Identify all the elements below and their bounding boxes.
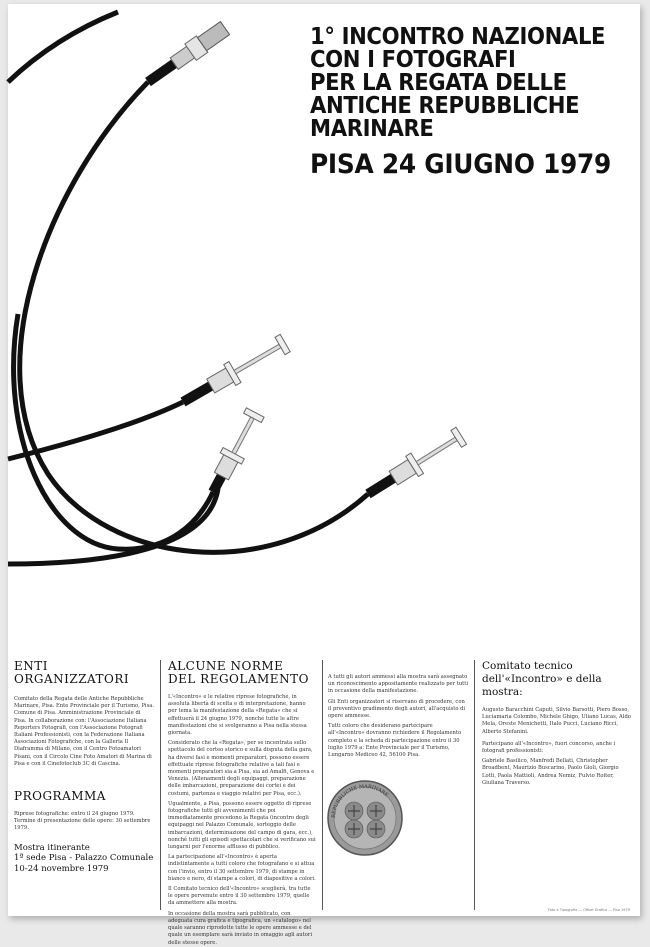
partecipazione-text (328, 674, 468, 759)
norme-paragraph: In occasione della mostra sarà pubblicato, con adeguata cura grafica e tipografica, un «catalogo» nel quale saranno riprodotte tutte le opere ammesse e del quale un esemplare sarà inviato in omaggio agli autori delle stesse opere. (168, 910, 312, 946)
poster (8, 4, 640, 946)
cable-1 (8, 12, 118, 82)
partecipazione-paragraph: Tutti coloro che desiderano partecipare all'«Incontro» dovranno richiedere il Regolamento completo e la scheda di partecipazione entro il 30 luglio 1979 a: Ente Provinciale per il Turismo, Lungarno Mediceo 42, 56100 Pisa. (328, 723, 462, 759)
comitato-title-1: Comitato tecnico (482, 660, 573, 672)
norme-title-2: DEL REGOLAMENTO (168, 672, 309, 686)
headline-line-2: CON I FOTOGRAFI (310, 47, 516, 73)
printer-credit: Foto e Tipografia — Offset Grafica — Pisa 1979 (547, 908, 630, 912)
event-date: PISA 24 GIUGNO 1979 (310, 149, 612, 180)
mostra-info (14, 843, 154, 875)
column-divider (322, 660, 323, 910)
norme-title-1: ALCUNE NORME (168, 659, 284, 673)
programma-title: PROGRAMMA (14, 789, 106, 804)
medal-inscription: REPUBBLICHE MARINARE (330, 783, 390, 819)
norme-paragraph: Il Comitato tecnico dell'«Incontro» sceglierà, tra tutte le opere pervenute entro il 30 settembre 1979, quelle da ammettere alla mostra. (168, 886, 311, 907)
partecipazione-paragraph: Gli Enti organizzatori si riservano di procedere, con il preventivo gradimento degli autori, all'acquisto di opere ammesse. (328, 698, 466, 720)
enti-title-2: ORGANIZZATORI (14, 672, 130, 686)
headline (310, 26, 630, 179)
comitato-members: Augusto Baracchini Caputi, Silvio Barsotti, Piero Bosso, Luciamaria Colombo, Michele Ghigo, Uliano Lucas, Aldo Mela, Oreste Menichetti, Italo Pucci, Luciano Ricci, Alberto Stefanini. (482, 707, 631, 735)
release-head-3 (362, 426, 468, 505)
norme-paragraph: Ugualmente, a Pisa, possono essere oggetto di riprese fotografiche tutti gli avvenimenti che poi immediatamente precedono la Regata (incontro degli equipaggi nel Palazzo Comunale, sorteggio delle imbarcazioni, determinazione del campo di gara, ecc.), nonché tutti gli episodi spettacolari che si verificano sui lungarni per l'enorme afflusso di pubblico. (168, 800, 316, 851)
mostra-line-2: 1ª sede Pisa - Palazzo Comunale (14, 853, 154, 864)
release-head-1 (177, 333, 291, 413)
column-divider (160, 660, 161, 910)
cable-3 (8, 402, 183, 459)
norme-paragraph: Considerato che la «Regata», per se incentrata sullo spettacolo del corteo storico e sulla disputa della gara, ha diversi fasi e momenti preparatori, possono essere effettuate riprese fotografiche relative a tali fasi e momenti preparatori sia a Pisa, sia ad Amalfi, Genova e Venezia. (Allenamenti degli equipaggi, preparazione delle imbarcazioni, preparazione dei cortei e dei costumi, partenza e viaggio relativi per Pisa, ecc.). (168, 740, 315, 797)
programma-text: Riprese fotografiche: entro il 24 giugno 1979. Termine di presentazione delle opere: 30 settembre 1979. (14, 811, 151, 832)
column-divider (474, 660, 475, 910)
enti-text: Comitato della Regata delle Antiche Repubbliche Marinare, Pisa. Ente Provinciale per il Turismo, Pisa. Comune di Pisa. Amministrazione Provinciale di Pisa. In collaborazione con: l'Associazione Italiana Reporters Fotografi, con l'Associazione Fotografi Italiani Professionisti, con la Federazione Italiana Associazioni Fotografiche, con la Galleria Il Diaframma di Milano, con il Centro Fotoamatori Pisani, con il Circolo Cine Foto Amatori di Marina di Pisa e con il Cinefotoclub 3C di Cascina. (14, 696, 154, 767)
commemorative-medal (326, 779, 404, 857)
column-norme (168, 659, 316, 946)
norme-paragraph: L'«Incontro» e le relative riprese fotografiche, in assoluta libertà di scelta e di interpretazione, hanno per tema la manifestazione della «Regata» che si effettuerà il 24 giugno 1979, nonché tutte le altre manifestazioni che si svolgeranno a Pisa nella stessa giornata. (168, 694, 307, 737)
norme-paragraph: La partecipazione all'«Incontro» è aperta indistintamente a tutti coloro che fotografano e si attua con l'invio, entro il 30 settembre 1979, di stampe in bianco e nero, di stampe a colori, di diapositive a colori. (168, 854, 316, 882)
headline-line-5: MARINARE (310, 116, 434, 142)
participants-intro: Partecipano all'«Incontro», fuori concorso, anche i fotografi professionisti: (482, 740, 616, 755)
release-head-top (142, 20, 230, 90)
enti-title-1: ENTI (14, 659, 49, 673)
comitato-text (482, 707, 632, 787)
norme-title (168, 660, 316, 686)
enti-title (14, 660, 154, 686)
mostra-line-1: Mostra itinerante (14, 842, 90, 853)
headline-line-3: PER LA REGATA DELLE (310, 70, 567, 96)
comitato-title-2: dell'«Incontro» e della mostra: (482, 673, 602, 698)
column-enti (14, 660, 154, 908)
column-comitato (482, 660, 632, 908)
partecipazione-paragraph: A tutti gli autori ammessi alla mostra sarà assegnato un riconoscimento appositamente realizzato per tutti in occasione della manifestazione. (328, 674, 469, 695)
headline-line-4: ANTICHE REPUBBLICHE (310, 93, 580, 119)
headline-line-1: 1° INCONTRO NAZIONALE (310, 24, 606, 50)
mostra-line-3: 10-24 novembre 1979 (14, 863, 109, 874)
release-head-2 (202, 407, 265, 498)
comitato-title (482, 660, 632, 699)
participants-list: Gabriele Basilico, Manfredi Bellati, Christopher Broadbent, Maurizio Buscarino, Paolo Gioli, Giorgio Lotti, Paola Mattioli, Andrea Nemiz, Fulvio Roiter, Giuliana Traverso. (482, 758, 619, 786)
norme-text (168, 694, 316, 947)
